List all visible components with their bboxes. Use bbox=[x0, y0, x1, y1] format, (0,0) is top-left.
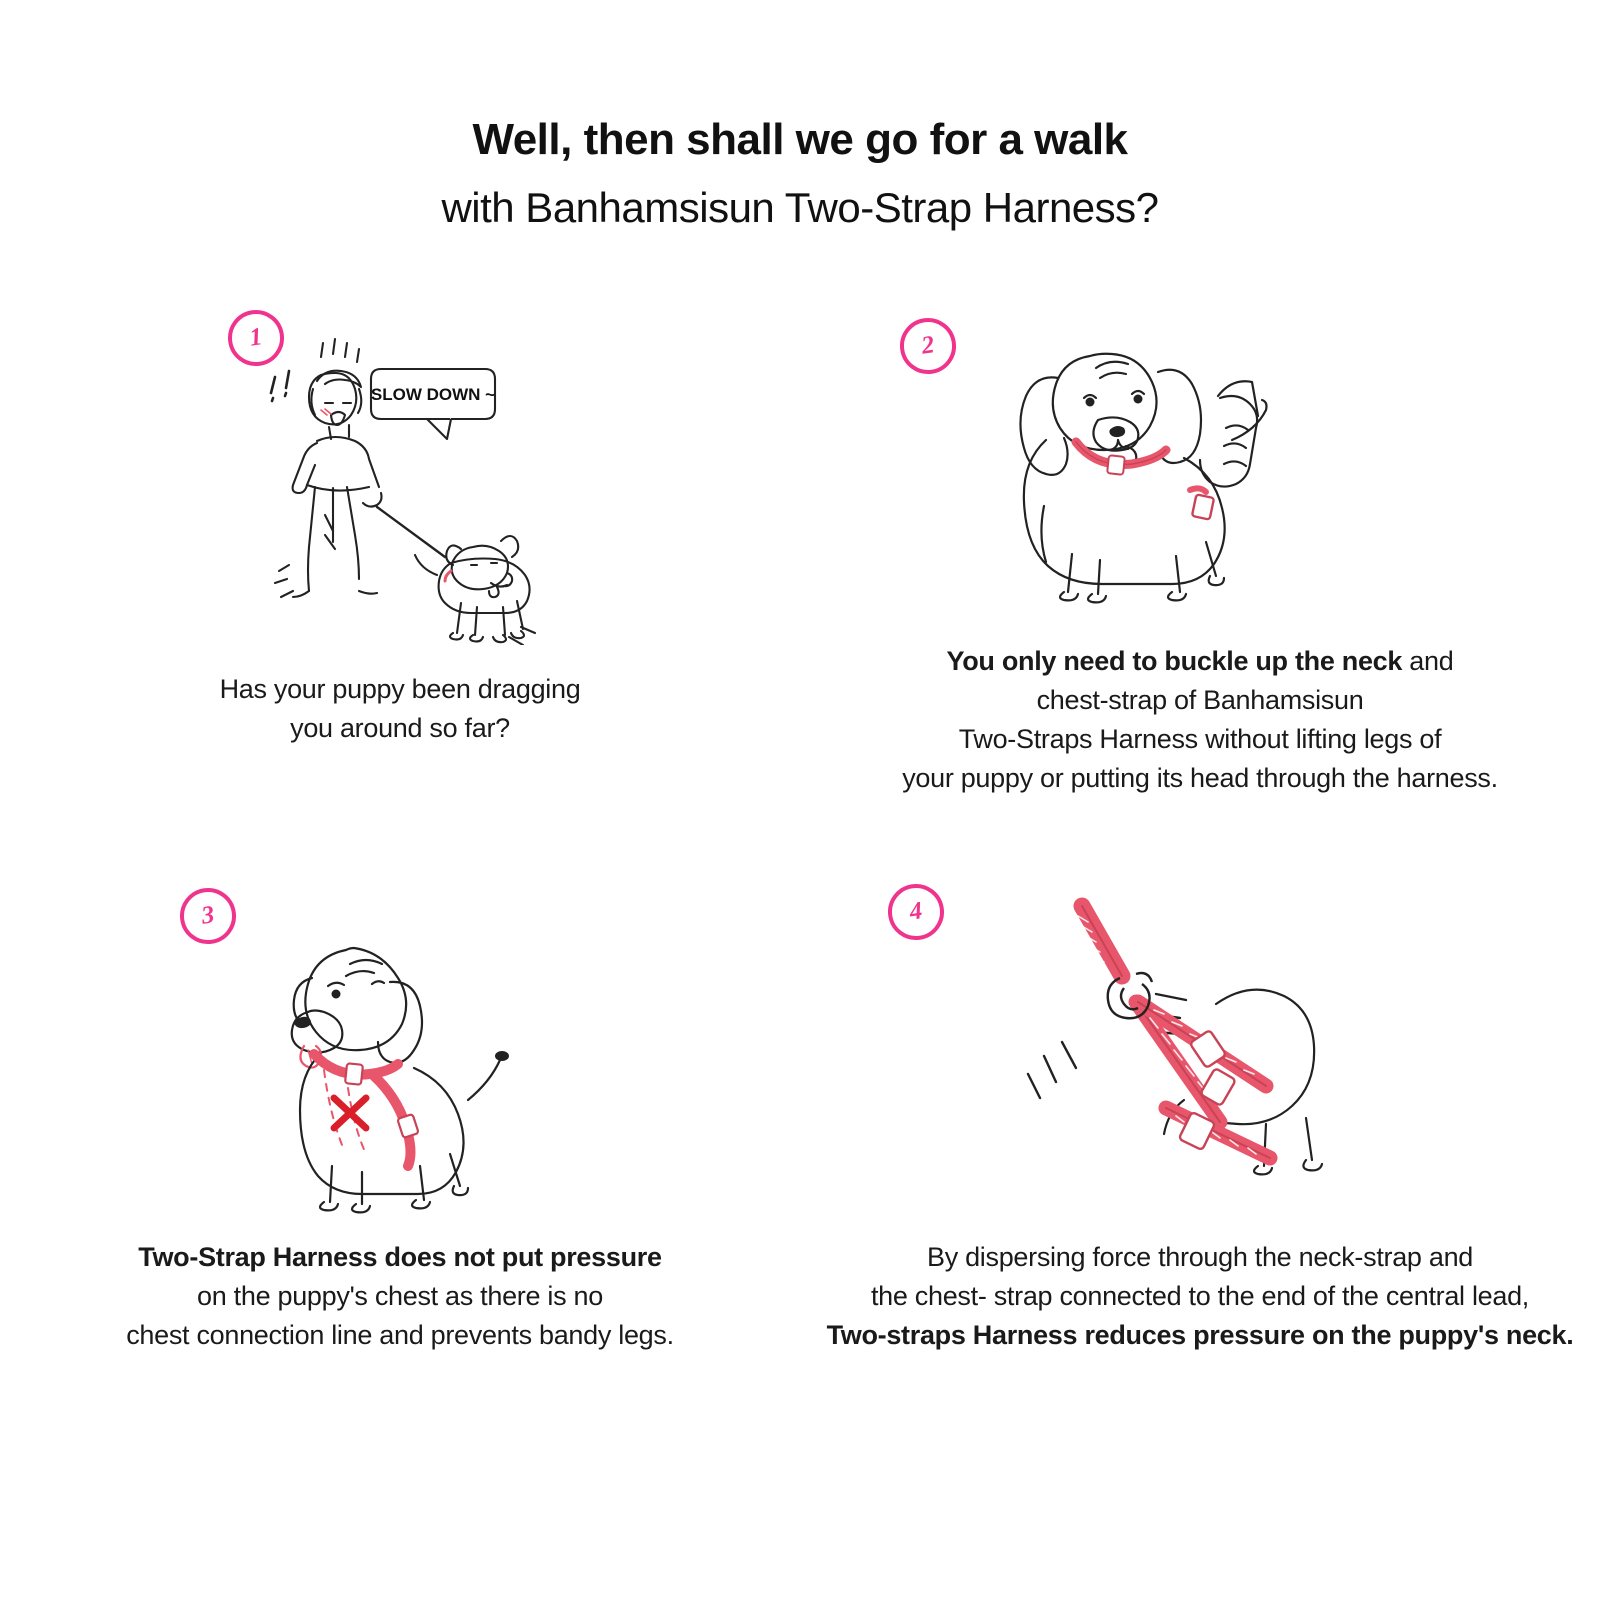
step-badge-4: 4 bbox=[884, 880, 947, 943]
panel-4-caption bbox=[800, 1238, 1600, 1355]
step-badge-2: 2 bbox=[896, 314, 959, 377]
panel-3-caption-bold: Two-Strap Harness does not put pressure bbox=[138, 1242, 662, 1272]
page-header bbox=[0, 0, 1600, 236]
speech-bubble bbox=[371, 369, 495, 439]
panel-2 bbox=[800, 290, 1600, 870]
panel-1 bbox=[0, 290, 800, 870]
panel-2-caption bbox=[800, 642, 1600, 799]
woman-walking-dog-illustration bbox=[255, 335, 555, 645]
cross-mark-value bbox=[0, 870, 1, 871]
panel-1-caption-line1: Has your puppy been dragging bbox=[219, 674, 581, 704]
panel-1-caption-line2: you around so far? bbox=[290, 713, 510, 744]
page-title-line2: with Banhamsisun Two-Strap Harness? bbox=[441, 184, 1159, 231]
leash-clip-icon bbox=[1108, 973, 1152, 1018]
panel-4 bbox=[800, 870, 1600, 1450]
panel-2-caption-rest: and bbox=[1402, 646, 1454, 676]
panel-3-caption bbox=[0, 1238, 800, 1355]
dog-wearing-neck-strap-illustration bbox=[980, 320, 1400, 640]
panel-4-caption-bold: Two-straps Harness reduces pressure on the puppy's neck. bbox=[826, 1320, 1574, 1351]
page-title-line1: Well, then shall we go for a walk bbox=[472, 115, 1128, 164]
speech-bubble-value bbox=[0, 290, 1, 291]
panel-4-caption-line2: the chest- strap connected to the end of the central lead, bbox=[870, 1281, 1530, 1312]
step-badge-3: 3 bbox=[176, 884, 239, 947]
panel-2-caption-line4: your puppy or putting its head through the harness. bbox=[902, 763, 1498, 794]
panel-3-caption-line2: on the puppy's chest as there is no bbox=[197, 1281, 603, 1312]
panel-3-caption-line3: chest connection line and prevents bandy legs. bbox=[126, 1320, 674, 1351]
panel-2-caption-line3: Two-Straps Harness without lifting legs of bbox=[958, 724, 1442, 755]
panel-1-caption bbox=[0, 670, 800, 748]
panel-3 bbox=[0, 870, 800, 1450]
panel-4-caption-line1: By dispersing force through the neck-strap and bbox=[926, 1242, 1473, 1272]
panel-2-caption-bold: You only need to buckle up the neck bbox=[946, 646, 1403, 676]
speech-bubble-text: SLOW DOWN ~ bbox=[370, 385, 496, 404]
dog-with-harness-no-chest-line-illustration bbox=[250, 920, 580, 1240]
panel-grid bbox=[0, 290, 1600, 1450]
harness-straps-force-dispersion-illustration bbox=[970, 890, 1410, 1220]
step-badge-1: 1 bbox=[224, 306, 287, 369]
panel-2-caption-line2: chest-strap of Banhamsisun bbox=[1036, 685, 1364, 716]
